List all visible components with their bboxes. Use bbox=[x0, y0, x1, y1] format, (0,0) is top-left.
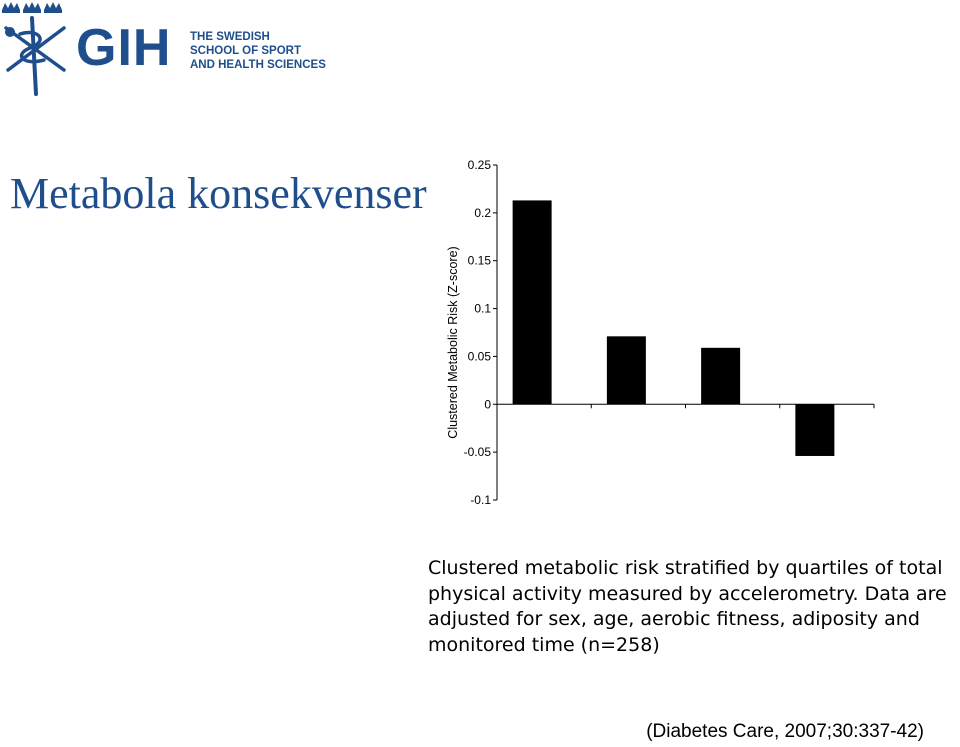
bar bbox=[513, 200, 552, 404]
crown-icon bbox=[23, 2, 41, 13]
y-axis-label: Clustered Metabolic Risk (Z-score) bbox=[446, 246, 460, 439]
y-tick-label: 0.25 bbox=[467, 158, 491, 172]
figure-caption: Clustered metabolic risk stratified by quartiles of total physical activity measured by accelerometry. Data are adjusted for sex, age, aerobic fitness, adiposity and monitored time (n=258) bbox=[428, 557, 947, 656]
y-tick-label: 0.2 bbox=[474, 205, 491, 220]
bar-chart bbox=[440, 150, 890, 520]
crown-icon bbox=[2, 2, 20, 13]
y-tick-label: -0.05 bbox=[463, 445, 491, 460]
logo-wordmark: GIH bbox=[76, 19, 172, 77]
logo-line: THE SWEDISH bbox=[190, 31, 270, 43]
bar bbox=[607, 336, 646, 404]
citation: (Diabetes Care, 2007;30:337-42) bbox=[646, 721, 924, 742]
y-tick-label: -0.1 bbox=[470, 493, 491, 507]
logo-line: SCHOOL OF SPORT bbox=[190, 45, 301, 57]
bar bbox=[795, 404, 834, 456]
y-tick-label: 0.15 bbox=[467, 253, 491, 268]
crown-icon bbox=[44, 2, 62, 13]
y-tick-label: 0.1 bbox=[474, 301, 491, 316]
staff-serpent-icon bbox=[5, 18, 64, 94]
bar bbox=[701, 348, 740, 404]
y-tick-label: 0.05 bbox=[467, 349, 491, 364]
slide-title: Metabola konsekvenser bbox=[10, 169, 427, 218]
y-tick-label: 0 bbox=[484, 397, 491, 412]
logo-subtitle bbox=[190, 30, 326, 72]
logo-line: AND HEALTH SCIENCES bbox=[190, 59, 326, 71]
gih-emblem bbox=[0, 0, 72, 96]
